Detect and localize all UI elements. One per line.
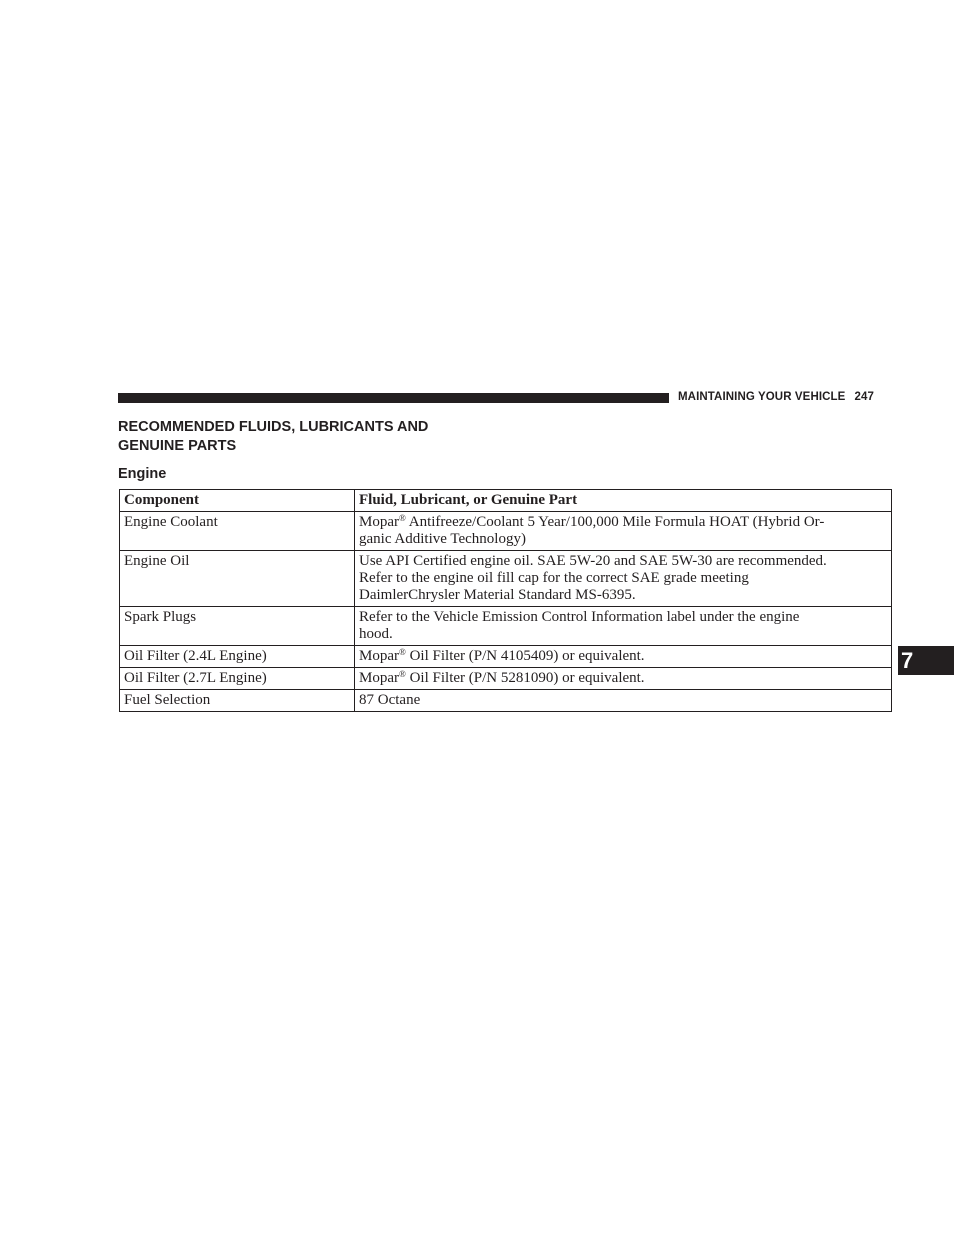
component-cell: Engine Coolant <box>120 512 355 551</box>
running-head-section: MAINTAINING YOUR VEHICLE <box>678 391 846 403</box>
section-title-line2: GENUINE PARTS <box>118 438 237 454</box>
header-rule <box>118 393 669 403</box>
chapter-tab: 7 <box>898 646 954 675</box>
brand-text: Mopar <box>359 648 399 664</box>
part-text-line1: Refer to the Vehicle Emission Control Information label under the engine <box>359 609 800 625</box>
section-title-line1: RECOMMENDED FLUIDS, LUBRICANTS AND <box>118 419 429 435</box>
part-text-line3: DaimlerChrysler Material Standard MS-6395. <box>359 587 636 603</box>
section-title <box>118 418 538 456</box>
component-cell: Oil Filter (2.7L Engine) <box>120 668 355 690</box>
registered-mark: ® <box>399 669 406 679</box>
component-cell: Oil Filter (2.4L Engine) <box>120 646 355 668</box>
part-cell <box>355 512 892 551</box>
table-row <box>120 690 892 712</box>
table-row <box>120 607 892 646</box>
part-cell <box>355 646 892 668</box>
running-head <box>678 391 874 403</box>
page-number: 247 <box>854 391 874 403</box>
registered-mark: ® <box>399 647 406 657</box>
part-cell: 87 Octane <box>355 690 892 712</box>
fluids-table <box>119 489 892 712</box>
component-cell: Fuel Selection <box>120 690 355 712</box>
part-text-line1: Antifreeze/Coolant 5 Year/100,000 Mile Formula HOAT (Hybrid Or- <box>405 514 825 530</box>
part-text-line2: Refer to the engine oil fill cap for the correct SAE grade meeting <box>359 570 749 586</box>
table-header-row <box>120 490 892 512</box>
table-row <box>120 512 892 551</box>
header-fluid-part: Fluid, Lubricant, or Genuine Part <box>355 490 892 512</box>
component-cell: Spark Plugs <box>120 607 355 646</box>
part-text-line1: Use API Certified engine oil. SAE 5W-20 and SAE 5W-30 are recommended. <box>359 553 827 569</box>
table-row <box>120 668 892 690</box>
table-row <box>120 646 892 668</box>
part-cell <box>355 668 892 690</box>
subsection-title: Engine <box>118 466 167 482</box>
brand-text: Mopar <box>359 514 399 530</box>
part-text-line2: hood. <box>359 626 393 642</box>
part-cell <box>355 607 892 646</box>
registered-mark: ® <box>399 513 406 523</box>
part-text: Oil Filter (P/N 4105409) or equivalent. <box>405 648 645 664</box>
part-cell <box>355 551 892 607</box>
header-component: Component <box>120 490 355 512</box>
part-text: Oil Filter (P/N 5281090) or equivalent. <box>405 670 645 686</box>
part-text-line2: ganic Additive Technology) <box>359 531 526 547</box>
brand-text: Mopar <box>359 670 399 686</box>
component-cell: Engine Oil <box>120 551 355 607</box>
table-row <box>120 551 892 607</box>
